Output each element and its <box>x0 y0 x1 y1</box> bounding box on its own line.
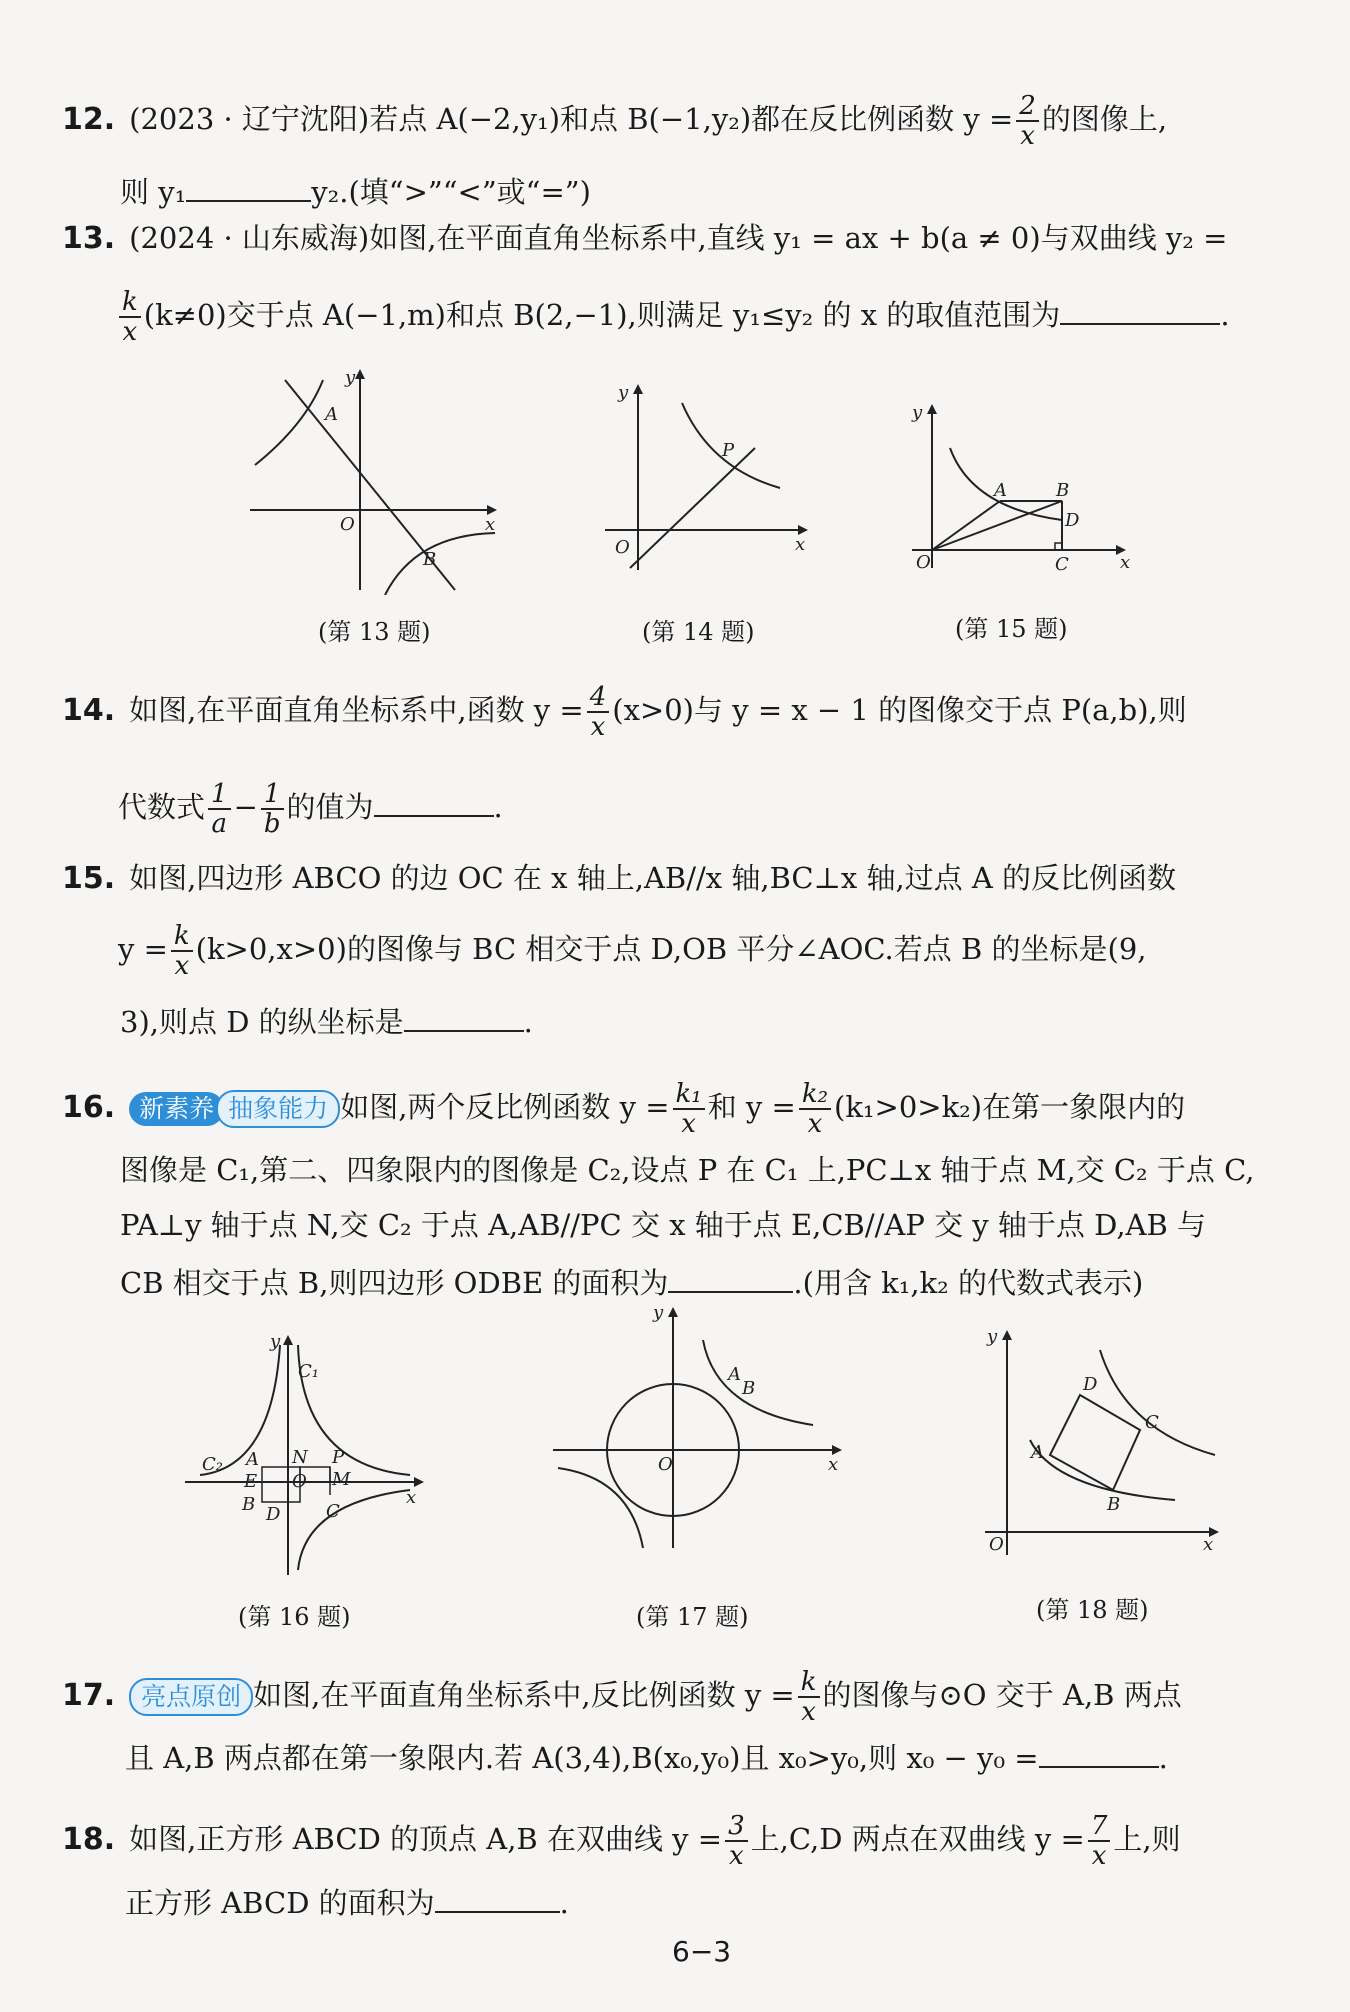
q15-line3: 3),则点 D 的纵坐标是 . <box>120 1005 533 1039</box>
fig16-label: E <box>244 1471 258 1492</box>
figure-14 <box>600 378 820 582</box>
q15-line2: y = $\frac{k}{x}$ (k>0,x>0)的图像与 BC 相交于点 D,OB 平分∠AOC.若点 B 的坐标是(9, <box>118 921 1147 981</box>
figure-caption: (第 14 题) <box>642 618 755 646</box>
fig16-label: C₁ <box>298 1361 319 1382</box>
figure-caption: (第 16 题) <box>238 1603 351 1631</box>
answer-blank[interactable] <box>435 1885 560 1913</box>
q14-line2: 代数式 $\frac{1}{a}$ − $\frac{1}{b}$ 的值为 . <box>118 779 503 839</box>
q12-line2: 则 y₁ y₂.(填“>”“<”或“=”) <box>120 175 591 209</box>
q13-line2: $\frac{k}{x}$ (k≠0)交于点 A(−1,m)和点 B(2,−1),则满足 y₁≤y₂ 的 x 的取值范围为 . <box>116 288 1230 346</box>
page-number: 6−3 <box>672 1935 732 1968</box>
q16-line2: 图像是 C₁,第二、四象限内的图像是 C₂,设点 P 在 C₁ 上,PC⊥x 轴于点 M,交 C₂ 于点 C, <box>120 1153 1255 1187</box>
fig17-label: O <box>658 1454 673 1475</box>
fig16-label: A <box>246 1449 259 1470</box>
answer-blank[interactable] <box>1060 297 1220 325</box>
fraction: $\frac{k}{x}$ <box>798 1668 820 1726</box>
q16-line1: 16. 新素养 抽象能力 如图,两个反比例函数 y = $\frac{\text{k₁}}{x}$ 和 y = $\frac{\text{k₂}}{x}$ (k₁>0>k₂)在第一象限内的 <box>62 1079 1186 1139</box>
figure-16 <box>180 1325 430 1579</box>
answer-blank[interactable] <box>404 1004 524 1032</box>
fig15-label: x <box>1120 552 1131 573</box>
q17-line1: 17. 亮点原创 如图,在平面直角坐标系中,反比例函数 y = $\frac{k}{x}$ 的图像与⊙O 交于 A,B 两点 <box>62 1667 1182 1727</box>
fraction: $\frac{k}{x}$ <box>171 922 193 980</box>
fig16-label: P <box>332 1447 345 1468</box>
fig13-label: O <box>340 514 355 535</box>
q16-line4: CB 相交于点 B,则四边形 ODBE 的面积为 .(用含 k₁,k₂ 的代数式表示) <box>120 1266 1144 1300</box>
badge-new-literacy: 新素养 <box>129 1092 224 1126</box>
fig18-label: x <box>1203 1534 1214 1555</box>
question-number: 13. <box>62 221 116 256</box>
question-number: 18. <box>62 1822 116 1857</box>
q15-line1: 15. 如图,四边形 ABCO 的边 OC 在 x 轴上,AB//x 轴,BC⊥x 轴,过点 A 的反比例函数 <box>62 861 1177 896</box>
fraction: $\frac{1}{a}$ <box>208 780 231 838</box>
fig15-label: y <box>912 402 923 423</box>
figure-15 <box>902 398 1142 577</box>
figure-caption: (第 15 题) <box>955 615 1068 643</box>
fraction: $\frac{3}{x}$ <box>725 1812 748 1870</box>
fraction: $\frac{\text{k₂}}{x}$ <box>799 1080 831 1138</box>
figure-caption: (第 17 题) <box>636 1603 749 1631</box>
figure-15-graph <box>902 398 1142 573</box>
figure-caption: (第 13 题) <box>318 618 431 646</box>
fig14-label: O <box>615 537 630 558</box>
fig13-label: x <box>485 514 496 535</box>
question-number: 14. <box>62 693 116 728</box>
figure-18 <box>965 1320 1225 1574</box>
fig16-label: M <box>332 1469 351 1490</box>
fig14-label: P <box>722 440 735 461</box>
answer-blank[interactable] <box>374 789 494 817</box>
fig16-label: x <box>406 1487 417 1508</box>
fig16-label: D <box>266 1504 281 1525</box>
fig16-label: C <box>326 1501 340 1522</box>
figure-caption: (第 18 题) <box>1036 1596 1149 1624</box>
q12-text: (2023 · 辽宁沈阳)若点 A(−2,y₁)和点 B(−1,y₂)都在反比例函数 y = <box>129 102 1014 136</box>
fig16-label: O <box>292 1471 307 1492</box>
q16-line3: PA⊥y 轴于点 N,交 C₂ 于点 A,AB//PC 交 x 轴于点 E,CB//AP 交 y 轴于点 D,AB 与 <box>120 1208 1207 1242</box>
fraction: $\frac{4}{x}$ <box>587 683 610 741</box>
answer-blank[interactable] <box>1039 1740 1159 1768</box>
fig15-label: A <box>994 480 1007 501</box>
q13-line1: 13. (2024 · 山东威海)如图,在平面直角坐标系中,直线 y₁ = ax + b(a ≠ 0)与双曲线 y₂ = <box>62 221 1228 256</box>
answer-blank[interactable] <box>668 1265 793 1293</box>
fig18-label: A <box>1031 1442 1044 1463</box>
fraction: $\frac{k}{x}$ <box>119 288 141 346</box>
badge-abstract-ability: 抽象能力 <box>216 1090 340 1128</box>
figure-14-graph <box>600 378 820 578</box>
question-number: 15. <box>62 861 116 896</box>
q18-line2: 正方形 ABCD 的面积为 . <box>125 1886 569 1920</box>
fraction: $\frac{1}{b}$ <box>261 780 284 838</box>
figure-17 <box>548 1300 848 1554</box>
fig18-label: O <box>989 1534 1004 1555</box>
question-number: 16. <box>62 1090 116 1125</box>
figure-13-graph <box>245 365 505 595</box>
fig17-label: B <box>742 1378 756 1399</box>
answer-blank[interactable] <box>186 174 311 202</box>
q14-line1: 14. 如图,在平面直角坐标系中,函数 y = $\frac{4}{x}$ (x>0)与 y = x − 1 的图像交于点 P(a,b),则 <box>62 682 1187 742</box>
fig14-label: y <box>618 382 629 403</box>
figure-13 <box>245 365 505 599</box>
figure-17-graph <box>548 1300 848 1550</box>
figure-18-graph <box>965 1320 1225 1570</box>
badge-original: 亮点原创 <box>129 1678 253 1716</box>
fig17-label: x <box>828 1454 839 1475</box>
fig18-label: B <box>1107 1494 1121 1515</box>
figure-16-graph <box>180 1325 430 1575</box>
fig18-label: y <box>987 1326 998 1347</box>
fig13-label: y <box>345 367 356 388</box>
q12-line1: 12. (2023 · 辽宁沈阳)若点 A(−2,y₁)和点 B(−1,y₂)都在反比例函数 y = $\frac{2}{x}$ 的图像上, <box>62 91 1168 151</box>
q18-line1: 18. 如图,正方形 ABCD 的顶点 A,B 在双曲线 y = $\frac{3}{x}$ 上,C,D 两点在双曲线 y = $\frac{7}{x}$ 上,则 <box>62 1811 1181 1871</box>
fig16-label: C₂ <box>202 1454 223 1475</box>
fig15-label: B <box>1056 480 1070 501</box>
fig17-label: y <box>653 1302 664 1323</box>
question-number: 12. <box>62 102 116 137</box>
fig18-label: C <box>1145 1412 1159 1433</box>
fig13-label: A <box>325 404 338 425</box>
fig17-label: A <box>728 1364 741 1385</box>
fig16-label: y <box>270 1331 281 1352</box>
fig18-label: D <box>1083 1374 1098 1395</box>
fig15-label: O <box>916 552 931 573</box>
fraction: $\frac{\text{k₁}}{x}$ <box>673 1080 705 1138</box>
fig13-label: B <box>423 549 437 570</box>
fig16-label: N <box>292 1447 308 1468</box>
fraction: $\frac{7}{x}$ <box>1088 1812 1111 1870</box>
q17-line2: 且 A,B 两点都在第一象限内.若 A(3,4),B(x₀,y₀)且 x₀>y₀,则 x₀ − y₀ = . <box>125 1741 1168 1775</box>
fig16-label: B <box>242 1494 256 1515</box>
fig14-label: x <box>795 534 806 555</box>
fig15-label: C <box>1055 554 1069 573</box>
question-number: 17. <box>62 1678 116 1713</box>
fig15-label: D <box>1065 510 1080 531</box>
fraction: $\frac{2}{x}$ <box>1016 92 1039 150</box>
